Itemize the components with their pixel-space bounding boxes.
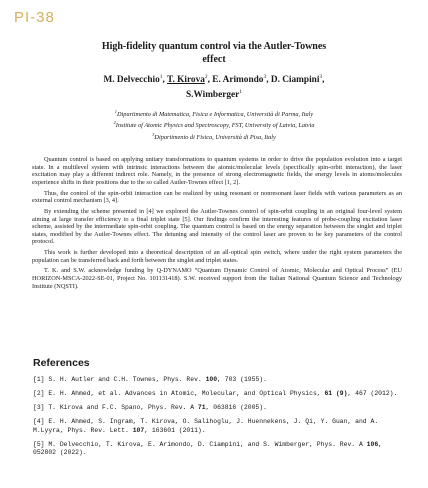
author-2-presenter: T. Kirova [167, 75, 205, 86]
paper-title [40, 40, 388, 66]
author-separator: , [162, 75, 167, 86]
affiliation-list [30, 108, 398, 142]
author-4-affil: 3 [319, 74, 323, 80]
references-heading: References [33, 357, 90, 369]
page-id-label: PI-38 [14, 9, 55, 26]
title-line-2: effect [202, 54, 226, 65]
affiliation-3: $^3$Dipartimento di Fisica, Università di Pisa, Italy [152, 131, 276, 141]
abstract-paragraph-2: Thus, the control of the spin-orbit interaction can be realized by using resonant or nonresonant laser fields with various parameters as an external control mechanism [3, 4]. [32, 189, 402, 205]
acknowledgement-paragraph: T. K. and S.W. acknowledge funding by Q-DYNAMO “Quantum Dynamic Control of Atomic, Molecular and Optical Process” (EU HORIZON-MSCA-2022-SE-01, Project No. 101131418). S.W. received support from the Italian National Quantum Science and Technology Institute (NQSTI). [32, 267, 402, 290]
reference-item-1: [1] S. H. Autler and C.H. Townes, Phys. Rev. 100, 703 (1955). [33, 376, 267, 383]
author-1: M. Delvecchio [103, 75, 160, 86]
abstract-paragraph-1: Quantum control is based on applying unitary transformations to quantum systems in order to drive the population evolution into a target state. In a multilevel system with intrinsic interactions between the atomic/molecular levels (specifically spin-orbit interaction), the laser excitation may play a different indirect role. Namely, in the presence of strong electromagnetic fields, the energy levels in atoms/molecules experience shifts in their positions due to the so called Autler-Townes effect [1, 2]. [32, 156, 402, 186]
author-3: E. Arimondo [212, 75, 264, 86]
reference-item-5: [5] M. Delvecchio, T. Kirova, E. Arimondo, D. Ciampini, and S. Wimberger, Phys. Rev. A 106, 052802 (2022). [33, 440, 383, 457]
author-4: D. Ciampini [270, 75, 320, 86]
affiliation-1: $^1$Dipartimento di Matematica, Fisica e Informatica, Università di Parma, Italy [114, 109, 314, 119]
reference-item-3: [3] T. Kirova and F.C. Spano, Phys. Rev. A 71, 063816 (2005). [33, 403, 267, 411]
author-3-affil: 3 [263, 74, 267, 80]
author-1-affil: 1 [159, 74, 163, 80]
reference-item-4: [4] E. H. Ahmed, S. Ingram, T. Kirova, O. Salihoglu, J. Huennekens, J. Qi, Y. Guan, and A. M.Lyyra, Phys. Rev. Lett. 107, 163601 (2011). [33, 417, 379, 434]
author-separator: , [207, 75, 213, 86]
abstract-paragraph-3: By extending the scheme presented in [4] we explored the Autler-Townes control of spin-orbit coupling in an original four-level system aiming at large transfer efficiency to a final triplet state [5]. Our findings confirm the interesting features of probe-coupling excitation laser scheme, assisted by the intermediate spin-orbit coupling. The quantum control is based on the energy separation between the singlet and triplet states, modified by the Autler-Townes effect. The detuning and intensity of the control laser are proven to be key parameters of the control protocol. [32, 207, 402, 246]
author-list [50, 71, 378, 101]
reference-item-2: [2] E. H. Ahmed, et al. Advances in Atomic, Molecular, and Optical Physics, 61 (9), 467 (2012). [33, 389, 398, 397]
affiliation-2: $^2$Institute of Atomic Physics and Spectroscopy, FST, University of Latvia, Latvia [113, 120, 315, 130]
author-5: S.Wimberger [185, 90, 240, 101]
author-separator: , [322, 75, 325, 86]
reference-list [33, 376, 401, 463]
abstract-body [32, 156, 402, 293]
author-separator: , [266, 75, 271, 86]
author-2-affil: 2 [204, 74, 208, 80]
author-5-affil: 1 [239, 89, 243, 96]
title-line-1: High-fidelity quantum control via the Autler-Townes [101, 41, 327, 52]
abstract-paragraph-4: This work is further developed into a theoretical description of an all-optical spin switch, where under the right system parameters the population can be transferred back and forth between the singlet and triplet states. [32, 249, 402, 264]
